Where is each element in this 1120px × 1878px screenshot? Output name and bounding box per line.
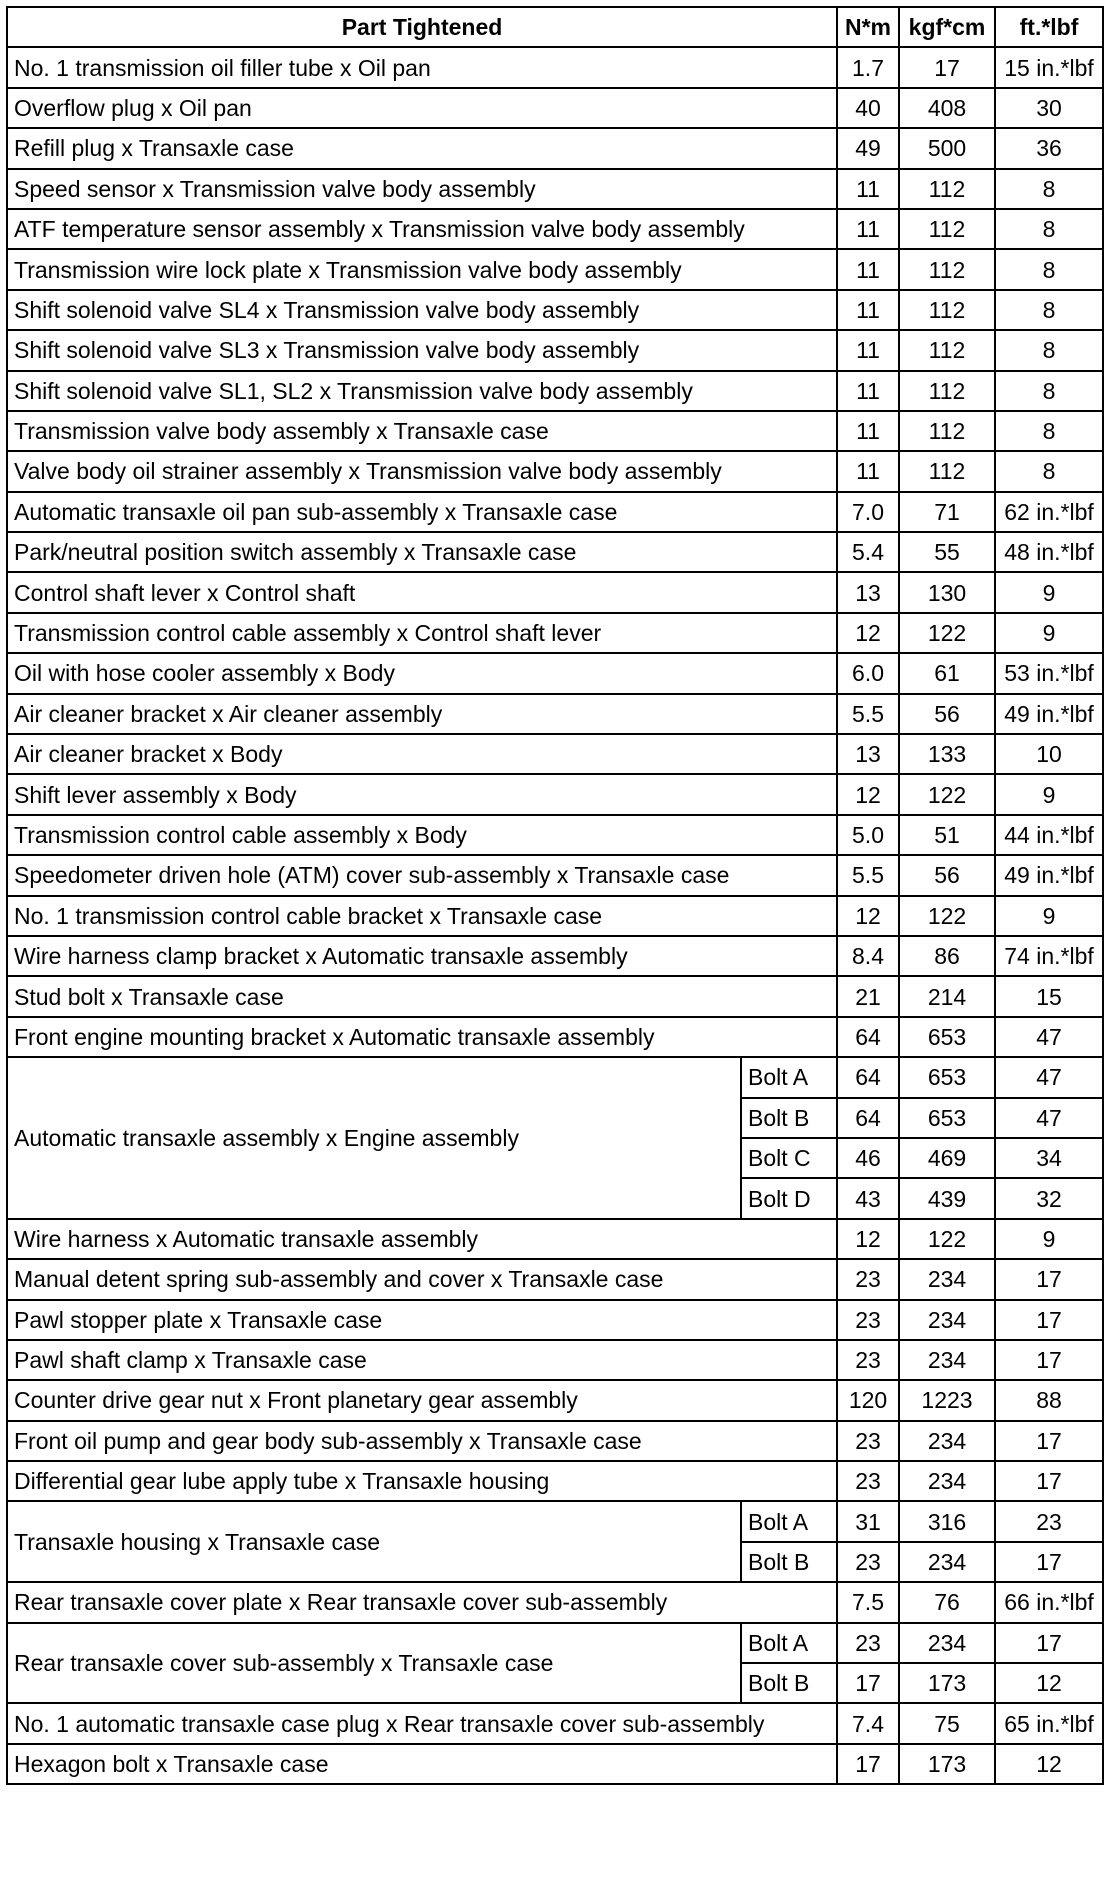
- torque-ft-lbf: 17: [995, 1259, 1103, 1299]
- torque-kgf-cm: 112: [899, 451, 995, 491]
- torque-kgf-cm: 17: [899, 47, 995, 87]
- torque-nm: 46: [837, 1138, 899, 1178]
- torque-kgf-cm: 122: [899, 613, 995, 653]
- torque-kgf-cm: 214: [899, 976, 995, 1016]
- torque-kgf-cm: 234: [899, 1300, 995, 1340]
- torque-kgf-cm: 408: [899, 88, 995, 128]
- torque-ft-lbf: 62 in.*lbf: [995, 492, 1103, 532]
- part-name: Pawl shaft clamp x Transaxle case: [7, 1340, 837, 1380]
- torque-ft-lbf: 10: [995, 734, 1103, 774]
- torque-nm: 17: [837, 1663, 899, 1703]
- bolt-label: Bolt A: [741, 1057, 837, 1097]
- torque-ft-lbf: 9: [995, 774, 1103, 814]
- torque-ft-lbf: 8: [995, 411, 1103, 451]
- table-row: [7, 169, 1103, 209]
- torque-kgf-cm: 653: [899, 1017, 995, 1057]
- table-row: [7, 1623, 1103, 1663]
- torque-ft-lbf: 47: [995, 1017, 1103, 1057]
- part-name: Front oil pump and gear body sub-assembly x Transaxle case: [7, 1421, 837, 1461]
- table-row: [7, 815, 1103, 855]
- torque-kgf-cm: 112: [899, 249, 995, 289]
- torque-kgf-cm: 122: [899, 896, 995, 936]
- torque-nm: 11: [837, 330, 899, 370]
- header-part-tightened: Part Tightened: [7, 7, 837, 47]
- torque-nm: 43: [837, 1178, 899, 1218]
- torque-ft-lbf: 9: [995, 613, 1103, 653]
- table-row: [7, 1259, 1103, 1299]
- table-row: [7, 249, 1103, 289]
- torque-kgf-cm: 234: [899, 1421, 995, 1461]
- table-row: [7, 1744, 1103, 1784]
- header-nm: N*m: [837, 7, 899, 47]
- table-row: [7, 492, 1103, 532]
- torque-nm: 64: [837, 1057, 899, 1097]
- table-row: [7, 1703, 1103, 1743]
- torque-kgf-cm: 86: [899, 936, 995, 976]
- torque-ft-lbf: 12: [995, 1663, 1103, 1703]
- torque-nm: 23: [837, 1461, 899, 1501]
- torque-nm: 12: [837, 774, 899, 814]
- torque-nm: 23: [837, 1300, 899, 1340]
- torque-ft-lbf: 23: [995, 1501, 1103, 1541]
- part-name: Transmission valve body assembly x Transaxle case: [7, 411, 837, 451]
- part-name: Transmission control cable assembly x Body: [7, 815, 837, 855]
- torque-nm: 13: [837, 572, 899, 612]
- table-row: [7, 896, 1103, 936]
- torque-nm: 11: [837, 209, 899, 249]
- table-row: [7, 976, 1103, 1016]
- torque-kgf-cm: 469: [899, 1138, 995, 1178]
- torque-kgf-cm: 130: [899, 572, 995, 612]
- torque-nm: 40: [837, 88, 899, 128]
- torque-kgf-cm: 234: [899, 1461, 995, 1501]
- torque-ft-lbf: 32: [995, 1178, 1103, 1218]
- table-row: [7, 128, 1103, 168]
- part-name: Refill plug x Transaxle case: [7, 128, 837, 168]
- torque-kgf-cm: 653: [899, 1057, 995, 1097]
- torque-kgf-cm: 173: [899, 1663, 995, 1703]
- torque-ft-lbf: 8: [995, 169, 1103, 209]
- table-row: [7, 1421, 1103, 1461]
- part-name: Air cleaner bracket x Air cleaner assembly: [7, 694, 837, 734]
- torque-kgf-cm: 112: [899, 169, 995, 209]
- torque-nm: 21: [837, 976, 899, 1016]
- torque-nm: 49: [837, 128, 899, 168]
- torque-nm: 120: [837, 1380, 899, 1420]
- torque-kgf-cm: 316: [899, 1501, 995, 1541]
- part-name: Park/neutral position switch assembly x Transaxle case: [7, 532, 837, 572]
- table-row: [7, 1582, 1103, 1622]
- table-row: [7, 936, 1103, 976]
- torque-nm: 1.7: [837, 47, 899, 87]
- torque-nm: 23: [837, 1340, 899, 1380]
- part-name: Rear transaxle cover sub-assembly x Transaxle case: [7, 1623, 741, 1704]
- part-name: No. 1 automatic transaxle case plug x Rear transaxle cover sub-assembly: [7, 1703, 837, 1743]
- torque-nm: 23: [837, 1542, 899, 1582]
- part-name: Shift solenoid valve SL1, SL2 x Transmission valve body assembly: [7, 371, 837, 411]
- torque-ft-lbf: 9: [995, 896, 1103, 936]
- torque-kgf-cm: 234: [899, 1623, 995, 1663]
- part-name: Differential gear lube apply tube x Transaxle housing: [7, 1461, 837, 1501]
- part-name: No. 1 transmission oil filler tube x Oil pan: [7, 47, 837, 87]
- part-name: Transmission wire lock plate x Transmission valve body assembly: [7, 249, 837, 289]
- bolt-label: Bolt A: [741, 1501, 837, 1541]
- table-row: [7, 734, 1103, 774]
- header-ft-lbf: ft.*lbf: [995, 7, 1103, 47]
- torque-ft-lbf: 49 in.*lbf: [995, 694, 1103, 734]
- torque-ft-lbf: 17: [995, 1542, 1103, 1582]
- torque-ft-lbf: 53 in.*lbf: [995, 653, 1103, 693]
- torque-nm: 12: [837, 896, 899, 936]
- part-name: Manual detent spring sub-assembly and cover x Transaxle case: [7, 1259, 837, 1299]
- torque-kgf-cm: 71: [899, 492, 995, 532]
- torque-kgf-cm: 133: [899, 734, 995, 774]
- torque-ft-lbf: 8: [995, 209, 1103, 249]
- part-name: Front engine mounting bracket x Automatic transaxle assembly: [7, 1017, 837, 1057]
- torque-ft-lbf: 36: [995, 128, 1103, 168]
- torque-nm: 17: [837, 1744, 899, 1784]
- part-name: Wire harness x Automatic transaxle assembly: [7, 1219, 837, 1259]
- torque-ft-lbf: 8: [995, 330, 1103, 370]
- table-row: [7, 1380, 1103, 1420]
- table-row: [7, 1340, 1103, 1380]
- torque-kgf-cm: 56: [899, 855, 995, 895]
- torque-ft-lbf: 9: [995, 1219, 1103, 1259]
- part-name: Control shaft lever x Control shaft: [7, 572, 837, 612]
- torque-nm: 12: [837, 1219, 899, 1259]
- torque-nm: 5.5: [837, 694, 899, 734]
- torque-ft-lbf: 17: [995, 1340, 1103, 1380]
- part-name: Transaxle housing x Transaxle case: [7, 1501, 741, 1582]
- torque-kgf-cm: 234: [899, 1340, 995, 1380]
- torque-kgf-cm: 122: [899, 1219, 995, 1259]
- part-name: Automatic transaxle assembly x Engine assembly: [7, 1057, 741, 1219]
- part-name: Shift lever assembly x Body: [7, 774, 837, 814]
- part-name: Speedometer driven hole (ATM) cover sub-assembly x Transaxle case: [7, 855, 837, 895]
- torque-nm: 11: [837, 451, 899, 491]
- torque-nm: 23: [837, 1259, 899, 1299]
- torque-nm: 7.5: [837, 1582, 899, 1622]
- torque-ft-lbf: 8: [995, 290, 1103, 330]
- table-row: [7, 330, 1103, 370]
- torque-kgf-cm: 56: [899, 694, 995, 734]
- part-name: Automatic transaxle oil pan sub-assembly x Transaxle case: [7, 492, 837, 532]
- table-body: [7, 47, 1103, 1784]
- table-row: [7, 532, 1103, 572]
- table-row: [7, 774, 1103, 814]
- torque-ft-lbf: 8: [995, 451, 1103, 491]
- torque-nm: 5.4: [837, 532, 899, 572]
- table-row: [7, 694, 1103, 734]
- torque-nm: 23: [837, 1421, 899, 1461]
- torque-ft-lbf: 65 in.*lbf: [995, 1703, 1103, 1743]
- torque-nm: 64: [837, 1017, 899, 1057]
- torque-ft-lbf: 49 in.*lbf: [995, 855, 1103, 895]
- header-row: [7, 7, 1103, 47]
- part-name: ATF temperature sensor assembly x Transmission valve body assembly: [7, 209, 837, 249]
- torque-nm: 64: [837, 1098, 899, 1138]
- torque-nm: 13: [837, 734, 899, 774]
- torque-kgf-cm: 234: [899, 1259, 995, 1299]
- torque-nm: 8.4: [837, 936, 899, 976]
- part-name: Hexagon bolt x Transaxle case: [7, 1744, 837, 1784]
- table-row: [7, 653, 1103, 693]
- torque-ft-lbf: 44 in.*lbf: [995, 815, 1103, 855]
- torque-ft-lbf: 30: [995, 88, 1103, 128]
- torque-ft-lbf: 17: [995, 1421, 1103, 1461]
- torque-kgf-cm: 1223: [899, 1380, 995, 1420]
- part-name: Air cleaner bracket x Body: [7, 734, 837, 774]
- table-row: [7, 1461, 1103, 1501]
- torque-spec-table: [6, 6, 1104, 1785]
- part-name: Overflow plug x Oil pan: [7, 88, 837, 128]
- table-row: [7, 209, 1103, 249]
- torque-nm: 11: [837, 371, 899, 411]
- torque-nm: 31: [837, 1501, 899, 1541]
- bolt-label: Bolt A: [741, 1623, 837, 1663]
- header-kgf-cm: kgf*cm: [899, 7, 995, 47]
- torque-nm: 11: [837, 411, 899, 451]
- torque-nm: 11: [837, 290, 899, 330]
- bolt-label: Bolt B: [741, 1663, 837, 1703]
- bolt-label: Bolt C: [741, 1138, 837, 1178]
- torque-kgf-cm: 76: [899, 1582, 995, 1622]
- torque-ft-lbf: 47: [995, 1057, 1103, 1097]
- torque-kgf-cm: 112: [899, 411, 995, 451]
- part-name: Shift solenoid valve SL3 x Transmission valve body assembly: [7, 330, 837, 370]
- bolt-label: Bolt D: [741, 1178, 837, 1218]
- torque-nm: 23: [837, 1623, 899, 1663]
- table-row: [7, 1501, 1103, 1541]
- bolt-label: Bolt B: [741, 1098, 837, 1138]
- torque-nm: 5.5: [837, 855, 899, 895]
- table-row: [7, 451, 1103, 491]
- torque-ft-lbf: 48 in.*lbf: [995, 532, 1103, 572]
- torque-ft-lbf: 15: [995, 976, 1103, 1016]
- torque-ft-lbf: 17: [995, 1623, 1103, 1663]
- torque-kgf-cm: 112: [899, 209, 995, 249]
- part-name: Oil with hose cooler assembly x Body: [7, 653, 837, 693]
- torque-kgf-cm: 112: [899, 330, 995, 370]
- part-name: Transmission control cable assembly x Control shaft lever: [7, 613, 837, 653]
- torque-ft-lbf: 47: [995, 1098, 1103, 1138]
- bolt-label: Bolt B: [741, 1542, 837, 1582]
- torque-nm: 11: [837, 169, 899, 209]
- torque-ft-lbf: 88: [995, 1380, 1103, 1420]
- torque-nm: 7.4: [837, 1703, 899, 1743]
- torque-kgf-cm: 653: [899, 1098, 995, 1138]
- torque-nm: 5.0: [837, 815, 899, 855]
- table-row: [7, 1300, 1103, 1340]
- table-row: [7, 572, 1103, 612]
- torque-kgf-cm: 112: [899, 290, 995, 330]
- torque-ft-lbf: 66 in.*lbf: [995, 1582, 1103, 1622]
- torque-nm: 12: [837, 613, 899, 653]
- table-row: [7, 1219, 1103, 1259]
- torque-kgf-cm: 500: [899, 128, 995, 168]
- torque-kgf-cm: 51: [899, 815, 995, 855]
- torque-ft-lbf: 9: [995, 572, 1103, 612]
- part-name: Counter drive gear nut x Front planetary gear assembly: [7, 1380, 837, 1420]
- torque-kgf-cm: 55: [899, 532, 995, 572]
- torque-ft-lbf: 15 in.*lbf: [995, 47, 1103, 87]
- table-row: [7, 1057, 1103, 1097]
- part-name: Shift solenoid valve SL4 x Transmission valve body assembly: [7, 290, 837, 330]
- torque-kgf-cm: 439: [899, 1178, 995, 1218]
- torque-ft-lbf: 74 in.*lbf: [995, 936, 1103, 976]
- torque-kgf-cm: 75: [899, 1703, 995, 1743]
- torque-ft-lbf: 17: [995, 1461, 1103, 1501]
- torque-ft-lbf: 8: [995, 371, 1103, 411]
- torque-nm: 11: [837, 249, 899, 289]
- table-row: [7, 855, 1103, 895]
- table-row: [7, 88, 1103, 128]
- table-row: [7, 411, 1103, 451]
- table-row: [7, 290, 1103, 330]
- table-row: [7, 47, 1103, 87]
- torque-kgf-cm: 122: [899, 774, 995, 814]
- table-row: [7, 613, 1103, 653]
- part-name: Speed sensor x Transmission valve body assembly: [7, 169, 837, 209]
- part-name: No. 1 transmission control cable bracket x Transaxle case: [7, 896, 837, 936]
- table-row: [7, 1017, 1103, 1057]
- part-name: Valve body oil strainer assembly x Transmission valve body assembly: [7, 451, 837, 491]
- table-row: [7, 371, 1103, 411]
- torque-kgf-cm: 112: [899, 371, 995, 411]
- part-name: Wire harness clamp bracket x Automatic transaxle assembly: [7, 936, 837, 976]
- part-name: Rear transaxle cover plate x Rear transaxle cover sub-assembly: [7, 1582, 837, 1622]
- torque-kgf-cm: 61: [899, 653, 995, 693]
- torque-ft-lbf: 12: [995, 1744, 1103, 1784]
- torque-ft-lbf: 34: [995, 1138, 1103, 1178]
- torque-nm: 7.0: [837, 492, 899, 532]
- torque-kgf-cm: 173: [899, 1744, 995, 1784]
- torque-nm: 6.0: [837, 653, 899, 693]
- part-name: Pawl stopper plate x Transaxle case: [7, 1300, 837, 1340]
- part-name: Stud bolt x Transaxle case: [7, 976, 837, 1016]
- torque-ft-lbf: 17: [995, 1300, 1103, 1340]
- torque-kgf-cm: 234: [899, 1542, 995, 1582]
- torque-ft-lbf: 8: [995, 249, 1103, 289]
